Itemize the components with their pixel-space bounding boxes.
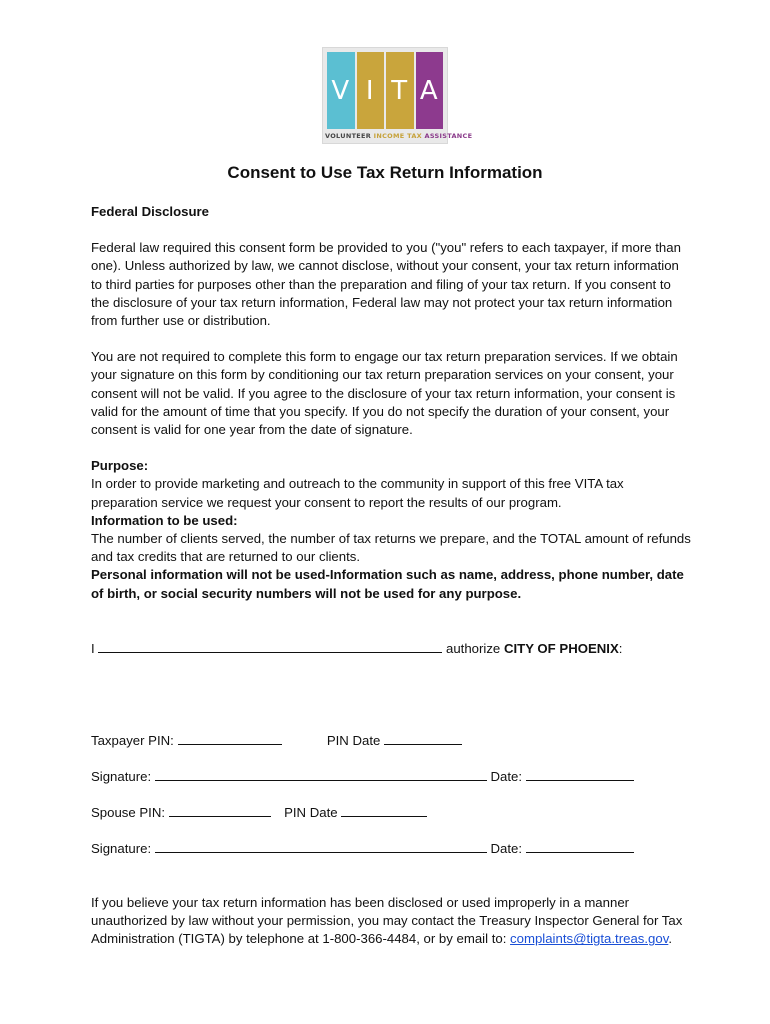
purpose-heading: Purpose: (91, 458, 149, 474)
logo-tagline: VOLUNTEER INCOME TAX ASSISTANCE (325, 132, 473, 140)
purpose-text: In order to provide marketing and outreach to the community in support of this free VITA tax preparation service we request your consent to report the results of our program. (91, 476, 624, 510)
federal-disclosure-paragraph-1: Federal law required this consent form be provided to you ("you" refers to each taxpayer, if more than one). Unless authorized by law, we cannot disclose, without your consent, your tax return information to third parties for purposes other than the preparation and filing of your tax return. If you consent to the disclosure of your tax return information, Federal law may not protect your tax return information from further use or distribution. (91, 240, 681, 329)
logo-bar-v: V (327, 52, 355, 129)
document-body (91, 203, 691, 603)
logo-bar-t: T (386, 52, 414, 129)
vita-logo (322, 47, 473, 144)
tigta-notice-text: If you believe your tax return information has been disclosed or used improperly in a manner unauthorized by law without your permission, you may contact the Treasury Inspector General for Tax Administration (TIGTA) by telephone at 1-800-366-4484, or by email to: (91, 895, 683, 947)
taxpayer-date-field[interactable] (526, 767, 634, 781)
federal-disclosure-paragraph-2: You are not required to complete this form to engage our tax return preparation services. If we obtain your signature on this form by conditioning our tax return preparation services on your consent, your consent will not be valid. If you agree to the disclosure of your tax return information, your consent is valid for the amount of time that you specify. If you do not specify the duration of your consent, your consent is valid for one year from the date of signature. (91, 349, 678, 438)
tigta-email-link[interactable]: complaints@tigta.treas.gov (510, 931, 669, 947)
authorizer-name-field[interactable] (98, 639, 442, 653)
spouse-pin-date-field[interactable] (341, 803, 427, 817)
authorize-line (91, 639, 622, 658)
spouse-pin-row (91, 803, 427, 822)
personal-info-notice: Personal information will not be used-Information such as name, address, phone number, date of birth, or social security numbers will not be used for any purpose. (91, 567, 684, 601)
spouse-pin-field[interactable] (169, 803, 271, 817)
taxpayer-pin-date-field[interactable] (384, 731, 462, 745)
spouse-signature-row (91, 839, 634, 858)
tigta-notice-end: . (668, 931, 672, 947)
taxpayer-pin-date-label: PIN Date (326, 733, 381, 748)
page-title: Consent to Use Tax Return Information (227, 163, 543, 182)
spouse-pin-label: Spouse PIN: (91, 805, 166, 820)
federal-disclosure-heading: Federal Disclosure (91, 204, 210, 219)
authorize-prefix: I (91, 641, 95, 656)
taxpayer-pin-field[interactable] (178, 731, 282, 745)
logo-bar-i: I (357, 52, 385, 129)
spouse-date-field[interactable] (526, 839, 634, 853)
taxpayer-signature-row (91, 767, 634, 786)
taxpayer-pin-row (91, 731, 462, 750)
logo-bar-a: A (416, 52, 444, 129)
authorize-word: authorize (446, 641, 501, 656)
tigta-notice (91, 894, 691, 949)
spouse-date-label: Date: (490, 841, 522, 856)
spouse-signature-field[interactable] (155, 839, 487, 853)
info-used-heading: Information to be used: (91, 512, 238, 528)
taxpayer-signature-label: Signature: (91, 769, 152, 784)
taxpayer-signature-field[interactable] (155, 767, 487, 781)
spouse-signature-label: Signature: (91, 841, 152, 856)
taxpayer-date-label: Date: (490, 769, 522, 784)
spouse-pin-date-label: PIN Date (284, 805, 338, 820)
authorize-suffix: : (618, 641, 623, 656)
info-used-text: The number of clients served, the number of tax returns we prepare, and the TOTAL amount of refunds and tax credits that are returned to our clients. (91, 531, 691, 565)
taxpayer-pin-label: Taxpayer PIN: (91, 733, 174, 748)
authorized-org: CITY OF PHOENIX (503, 641, 619, 656)
logo-bars (327, 52, 443, 129)
